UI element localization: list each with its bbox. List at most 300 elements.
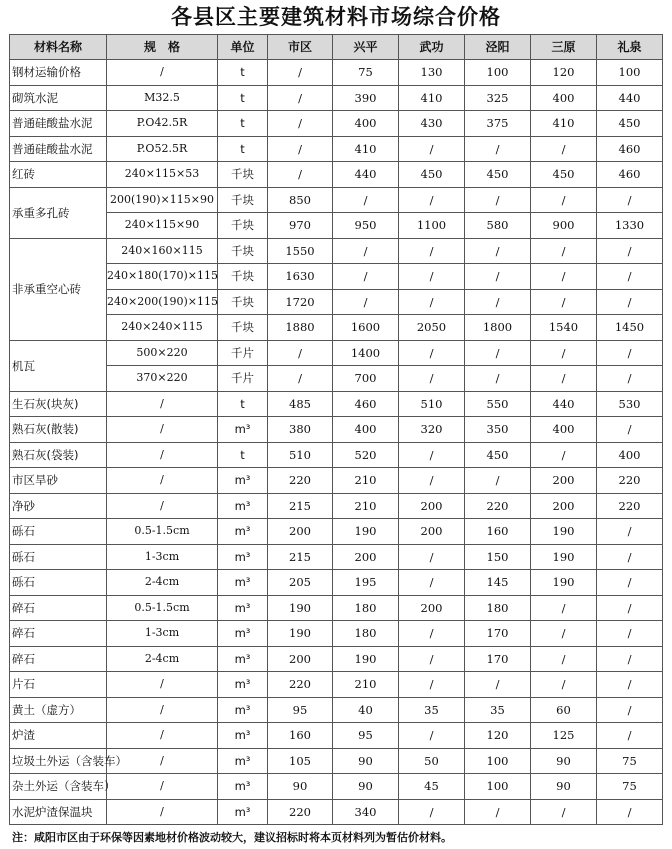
cell-unit: t [218,60,268,86]
cell-material-name: 杂土外运（含装车） [10,774,107,800]
header-xingping: 兴平 [333,35,399,60]
cell-price: 220 [268,799,333,825]
cell-price: 375 [465,111,531,137]
cell-price: / [465,366,531,392]
cell-price: 1540 [531,315,597,341]
cell-price: / [597,340,663,366]
cell-price: 1720 [268,289,333,315]
cell-price: / [465,238,531,264]
cell-price: / [597,417,663,443]
table-row [10,60,663,86]
cell-unit: 千块 [218,315,268,341]
cell-spec: P.O42.5R [107,111,218,137]
cell-price: 190 [531,544,597,570]
cell-unit: t [218,391,268,417]
cell-price: 1630 [268,264,333,290]
cell-price: 160 [268,723,333,749]
cell-price: 50 [399,748,465,774]
cell-price: 35 [399,697,465,723]
cell-price: 450 [597,111,663,137]
cell-price: 90 [268,774,333,800]
cell-price: / [531,340,597,366]
cell-material-name: 市区旱砂 [10,468,107,494]
cell-price: 1800 [465,315,531,341]
cell-unit: t [218,136,268,162]
table-row [10,570,663,596]
cell-price: / [399,723,465,749]
table-row [10,213,663,239]
cell-material-name: 黄土（虚方） [10,697,107,723]
cell-price: / [268,60,333,86]
cell-price: 400 [531,85,597,111]
cell-price: 530 [597,391,663,417]
cell-material-name: 非承重空心砖 [10,238,107,340]
cell-material-name: 净砂 [10,493,107,519]
cell-price: 160 [465,519,531,545]
cell-price: 90 [333,774,399,800]
table-row [10,238,663,264]
cell-price: 60 [531,697,597,723]
cell-price: 120 [531,60,597,86]
table-row [10,621,663,647]
header-shiqu: 市区 [268,35,333,60]
cell-price: 2050 [399,315,465,341]
cell-price: 200 [333,544,399,570]
cell-price: 450 [531,162,597,188]
table-row [10,672,663,698]
cell-price: / [597,697,663,723]
cell-price: 450 [399,162,465,188]
cell-price: 75 [333,60,399,86]
cell-price: 145 [465,570,531,596]
table-row [10,162,663,188]
cell-unit: t [218,85,268,111]
cell-price: 450 [465,162,531,188]
cell-material-name: 碎石 [10,595,107,621]
cell-spec: / [107,672,218,698]
table-row [10,315,663,341]
cell-price: / [268,136,333,162]
cell-price: / [399,799,465,825]
cell-spec: 500×220 [107,340,218,366]
cell-price: / [399,672,465,698]
cell-material-name: 生石灰(块灰) [10,391,107,417]
cell-price: 440 [333,162,399,188]
cell-price: 190 [531,519,597,545]
cell-price: 460 [597,162,663,188]
table-body [10,60,663,825]
cell-price: 75 [597,774,663,800]
cell-price: / [399,136,465,162]
cell-unit: 千块 [218,213,268,239]
cell-price: / [333,289,399,315]
cell-price: / [399,366,465,392]
cell-price: 320 [399,417,465,443]
cell-unit: 千块 [218,289,268,315]
cell-price: 35 [465,697,531,723]
cell-unit: t [218,442,268,468]
cell-price: 200 [268,519,333,545]
cell-price: 130 [399,60,465,86]
cell-price: / [531,442,597,468]
table-header-row [10,35,663,60]
table-row [10,340,663,366]
cell-price: / [268,162,333,188]
cell-unit: m³ [218,519,268,545]
cell-price: 180 [465,595,531,621]
cell-price: / [399,264,465,290]
cell-material-name: 承重多孔砖 [10,187,107,238]
cell-price: / [465,672,531,698]
cell-price: / [399,289,465,315]
cell-material-name: 水泥炉渣保温块 [10,799,107,825]
cell-price: 1880 [268,315,333,341]
cell-price: / [597,544,663,570]
cell-price: 450 [465,442,531,468]
cell-price: 190 [333,646,399,672]
cell-price: 1400 [333,340,399,366]
table-row [10,85,663,111]
cell-spec: 370×220 [107,366,218,392]
cell-price: / [597,264,663,290]
cell-price: 210 [333,468,399,494]
table-row [10,748,663,774]
header-unit: 单位 [218,35,268,60]
cell-price: / [399,187,465,213]
cell-price: / [531,187,597,213]
cell-price: / [531,366,597,392]
cell-price: 950 [333,213,399,239]
table-row [10,774,663,800]
cell-price: 95 [333,723,399,749]
cell-price: 90 [333,748,399,774]
cell-spec: / [107,442,218,468]
cell-price: 220 [597,468,663,494]
cell-price: 220 [268,672,333,698]
cell-price: / [399,442,465,468]
cell-price: / [531,646,597,672]
cell-price: / [268,111,333,137]
cell-spec: 240×180(170)×115 [107,264,218,290]
cell-price: 410 [333,136,399,162]
cell-price: 210 [333,493,399,519]
cell-price: / [333,187,399,213]
cell-price: 510 [268,442,333,468]
cell-price: 220 [268,468,333,494]
cell-price: 125 [531,723,597,749]
cell-price: / [465,136,531,162]
table-row [10,799,663,825]
cell-price: / [531,799,597,825]
cell-price: 220 [465,493,531,519]
table-row [10,595,663,621]
cell-price: / [597,187,663,213]
cell-price: 380 [268,417,333,443]
cell-price: / [333,264,399,290]
cell-price: 440 [597,85,663,111]
cell-price: 150 [465,544,531,570]
cell-unit: m³ [218,799,268,825]
cell-price: 550 [465,391,531,417]
cell-price: 215 [268,493,333,519]
cell-price: 170 [465,646,531,672]
table-row [10,646,663,672]
cell-price: 100 [465,60,531,86]
cell-price: 100 [465,774,531,800]
cell-price: / [399,646,465,672]
header-jingyang: 泾阳 [465,35,531,60]
cell-price: 1100 [399,213,465,239]
cell-price: / [531,289,597,315]
cell-price: 400 [597,442,663,468]
cell-price: / [465,187,531,213]
cell-unit: m³ [218,646,268,672]
cell-price: / [268,366,333,392]
cell-price: 170 [465,621,531,647]
cell-material-name: 砌筑水泥 [10,85,107,111]
header-sanyuan: 三原 [531,35,597,60]
cell-spec: 1-3cm [107,621,218,647]
table-row [10,493,663,519]
table-row [10,111,663,137]
cell-spec: / [107,748,218,774]
cell-unit: 千块 [218,187,268,213]
cell-price: 400 [333,111,399,137]
cell-price: 510 [399,391,465,417]
cell-price: 485 [268,391,333,417]
cell-price: / [399,238,465,264]
cell-material-name: 钢材运输价格 [10,60,107,86]
cell-material-name: 片石 [10,672,107,698]
cell-price: 1330 [597,213,663,239]
cell-material-name: 砾石 [10,519,107,545]
table-row [10,723,663,749]
cell-spec: / [107,723,218,749]
cell-unit: m³ [218,697,268,723]
cell-price: 410 [399,85,465,111]
cell-material-name: 碎石 [10,621,107,647]
cell-material-name: 炉渣 [10,723,107,749]
cell-price: 460 [597,136,663,162]
cell-price: 210 [333,672,399,698]
header-material-name: 材料名称 [10,35,107,60]
table-row [10,417,663,443]
cell-price: / [531,595,597,621]
cell-unit: m³ [218,621,268,647]
cell-unit: m³ [218,672,268,698]
cell-price: 200 [399,595,465,621]
cell-price: / [531,264,597,290]
cell-spec: M32.5 [107,85,218,111]
cell-price: / [465,799,531,825]
cell-unit: m³ [218,493,268,519]
cell-price: / [597,621,663,647]
cell-unit: 千片 [218,366,268,392]
cell-price: 200 [399,493,465,519]
cell-material-name: 砾石 [10,544,107,570]
cell-material-name: 熟石灰(散装) [10,417,107,443]
cell-price: / [597,799,663,825]
cell-unit: 千块 [218,264,268,290]
cell-price: 325 [465,85,531,111]
cell-spec: / [107,493,218,519]
cell-price: 190 [531,570,597,596]
cell-price: / [597,366,663,392]
cell-price: / [399,340,465,366]
cell-unit: m³ [218,417,268,443]
cell-price: 340 [333,799,399,825]
cell-price: 400 [333,417,399,443]
cell-price: 180 [333,621,399,647]
table-row [10,136,663,162]
cell-price: 90 [531,748,597,774]
cell-unit: t [218,111,268,137]
cell-material-name: 砾石 [10,570,107,596]
cell-price: 1550 [268,238,333,264]
cell-material-name: 机瓦 [10,340,107,391]
cell-material-name: 普通硅酸盐水泥 [10,136,107,162]
table-row [10,442,663,468]
cell-price: / [597,570,663,596]
cell-price: / [268,340,333,366]
cell-price: / [531,238,597,264]
cell-price: 120 [465,723,531,749]
cell-price: / [333,238,399,264]
cell-spec: 240×115×90 [107,213,218,239]
cell-price: 100 [465,748,531,774]
cell-price: 400 [531,417,597,443]
cell-price: / [531,672,597,698]
cell-price: 100 [597,60,663,86]
cell-material-name: 普通硅酸盐水泥 [10,111,107,137]
cell-spec: 240×160×115 [107,238,218,264]
cell-price: 45 [399,774,465,800]
cell-unit: 千块 [218,238,268,264]
cell-spec: 200(190)×115×90 [107,187,218,213]
cell-spec: P.O52.5R [107,136,218,162]
cell-price: 580 [465,213,531,239]
cell-price: / [597,238,663,264]
cell-price: 1600 [333,315,399,341]
header-wugong: 武功 [399,35,465,60]
cell-price: / [597,723,663,749]
cell-spec: / [107,391,218,417]
cell-spec: 0.5-1.5cm [107,595,218,621]
cell-price: 200 [399,519,465,545]
table-row [10,519,663,545]
cell-price: 430 [399,111,465,137]
cell-price: 970 [268,213,333,239]
cell-unit: 千块 [218,162,268,188]
cell-price: / [465,340,531,366]
cell-spec: / [107,468,218,494]
cell-spec: 240×240×115 [107,315,218,341]
table-row [10,366,663,392]
cell-spec: 2-4cm [107,646,218,672]
cell-spec: / [107,799,218,825]
price-table [9,34,663,825]
cell-price: 200 [268,646,333,672]
cell-price: 105 [268,748,333,774]
cell-material-name: 红砖 [10,162,107,188]
cell-unit: m³ [218,544,268,570]
cell-unit: m³ [218,468,268,494]
table-row [10,544,663,570]
cell-price: / [399,544,465,570]
cell-price: 900 [531,213,597,239]
cell-price: 180 [333,595,399,621]
table-row [10,468,663,494]
cell-price: / [465,289,531,315]
cell-material-name: 垃圾土外运（含装车） [10,748,107,774]
table-row [10,697,663,723]
cell-spec: / [107,60,218,86]
cell-price: 350 [465,417,531,443]
cell-price: 700 [333,366,399,392]
cell-price: / [531,136,597,162]
cell-price: / [597,289,663,315]
cell-price: / [465,264,531,290]
cell-price: / [399,570,465,596]
cell-material-name: 熟石灰(袋装) [10,442,107,468]
cell-price: 410 [531,111,597,137]
cell-spec: / [107,417,218,443]
cell-price: 40 [333,697,399,723]
cell-unit: m³ [218,723,268,749]
cell-price: / [399,468,465,494]
table-row [10,187,663,213]
cell-unit: m³ [218,595,268,621]
cell-price: 1450 [597,315,663,341]
footnote: 注：咸阳市区由于环保等因素地材价格波动较大，建议招标时将本页材料列为暂估价材料。 [12,831,452,844]
page-title: 各县区主要建筑材料市场综合价格 [171,5,501,29]
cell-price: / [268,85,333,111]
cell-price: 390 [333,85,399,111]
cell-price: 190 [333,519,399,545]
cell-price: 95 [268,697,333,723]
cell-price: 200 [531,493,597,519]
cell-spec: 2-4cm [107,570,218,596]
table-row [10,391,663,417]
cell-price: 190 [268,595,333,621]
table-row [10,289,663,315]
table-row [10,264,663,290]
cell-price: 195 [333,570,399,596]
cell-price: 200 [531,468,597,494]
cell-unit: m³ [218,570,268,596]
cell-spec: 1-3cm [107,544,218,570]
cell-price: / [597,595,663,621]
cell-price: 90 [531,774,597,800]
cell-price: / [597,672,663,698]
cell-unit: 千片 [218,340,268,366]
cell-price: 215 [268,544,333,570]
cell-price: 220 [597,493,663,519]
cell-spec: 240×200(190)×115 [107,289,218,315]
cell-price: / [399,621,465,647]
cell-spec: 240×115×53 [107,162,218,188]
cell-price: 440 [531,391,597,417]
cell-material-name: 碎石 [10,646,107,672]
cell-price: / [597,519,663,545]
header-liquan: 礼泉 [597,35,663,60]
cell-price: / [465,468,531,494]
cell-price: 520 [333,442,399,468]
cell-unit: m³ [218,748,268,774]
cell-price: 75 [597,748,663,774]
cell-unit: m³ [218,774,268,800]
cell-price: 850 [268,187,333,213]
